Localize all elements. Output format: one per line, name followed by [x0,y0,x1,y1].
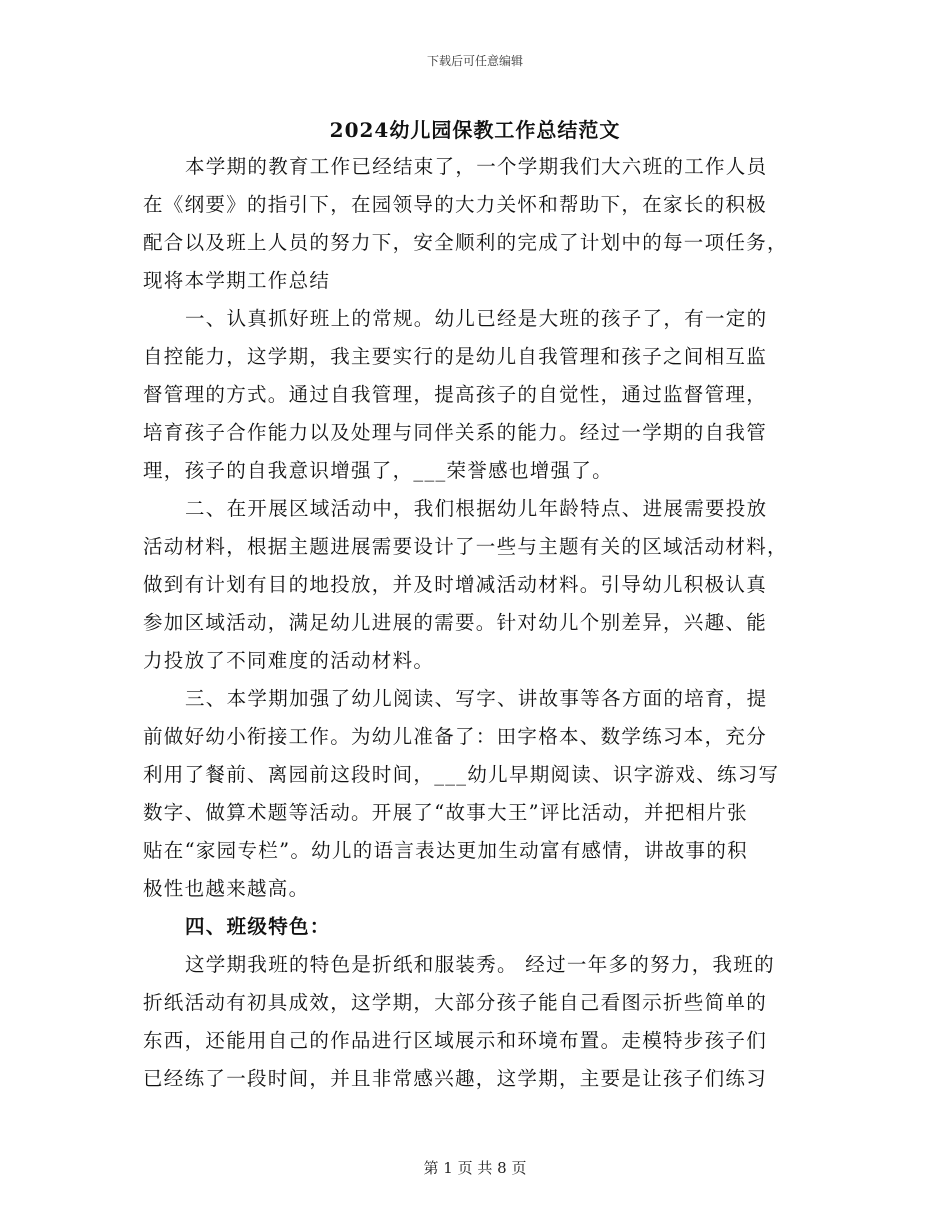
paragraph-line: 极性也越来越高。 [143,877,310,900]
paragraph-line: 做到有计划有目的地投放，并及时增减活动材料。引导幼儿积极认真 [143,573,768,596]
paragraph-line: 督管理的方式。通过自我管理，提高孩子的自觉性，通过监督管理， [143,383,768,406]
paragraph-line: 折纸活动有初具成效，这学期，大部分孩子能自己看图示折些简单的 [143,991,768,1014]
paragraph-line: 配合以及班上人员的努力下，安全顺利的完成了计划中的每一项任务， [143,231,788,254]
paragraph-line: 利用了餐前、离园前这段时间，___幼儿早期阅读、识字游戏、练习写 [143,763,780,786]
paragraph-line: 理，孩子的自我意识增强了，___荣誉感也增强了。 [143,459,613,482]
paragraph-line: 贴在“家园专栏”。幼儿的语言表达更加生动富有感情，讲故事的积 [143,839,748,862]
paragraph-line: 数字、做算术题等活动。开展了“故事大王”评比活动，并把相片张 [143,801,748,824]
paragraph-line: 活动材料，根据主题进展需要设计了一些与主题有关的区域活动材料， [143,535,788,558]
paragraph-line: 已经练了一段时间，并且非常感兴趣，这学期，主要是让孩子们练习 [143,1067,768,1090]
paragraph-line: 前做好幼小衔接工作。为幼儿准备了：田字格本、数学练习本，充分 [143,725,768,748]
document-title: 2024幼儿园保教工作总结范文 [329,118,621,142]
paragraph-line: 本学期的教育工作已经结束了，一个学期我们大六班的工作人员 [185,155,768,178]
paragraph-line: 在《纲要》的指引下，在园领导的大力关怀和帮助下，在家长的积极 [143,193,768,216]
page-header: 下载后可任意编辑 [426,54,523,68]
paragraph-line: 二、在开展区域活动中，我们根据幼儿年龄特点、进展需要投放 [185,497,768,520]
paragraph-line: 自控能力，这学期，我主要实行的是幼儿自我管理和孩子之间相互监 [143,345,768,368]
paragraph-line: 这学期我班的特色是折纸和服装秀。 经过一年多的努力，我班的 [185,953,775,976]
paragraph-line: 东西，还能用自己的作品进行区域展示和环境布置。走模特步孩子们 [143,1029,768,1052]
paragraph-line: 一、认真抓好班上的常规。幼儿已经是大班的孩子了，有一定的 [185,307,768,330]
paragraph-line: 参加区域活动，满足幼儿进展的需要。针对幼儿个别差异，兴趣、能 [143,611,768,634]
paragraph-line: 三、本学期加强了幼儿阅读、写字、讲故事等各方面的培育，提 [185,687,768,710]
document-body [143,148,803,1098]
section-heading: 四、班级特色： [185,915,331,938]
page-footer: 第 1 页 共 8 页 [423,1159,527,1177]
paragraph-line: 力投放了不同难度的活动材料。 [143,649,435,672]
paragraph-line: 现将本学期工作总结 [143,269,331,292]
paragraph-line: 培育孩子合作能力以及处理与同伴关系的能力。经过一学期的自我管 [143,421,768,444]
